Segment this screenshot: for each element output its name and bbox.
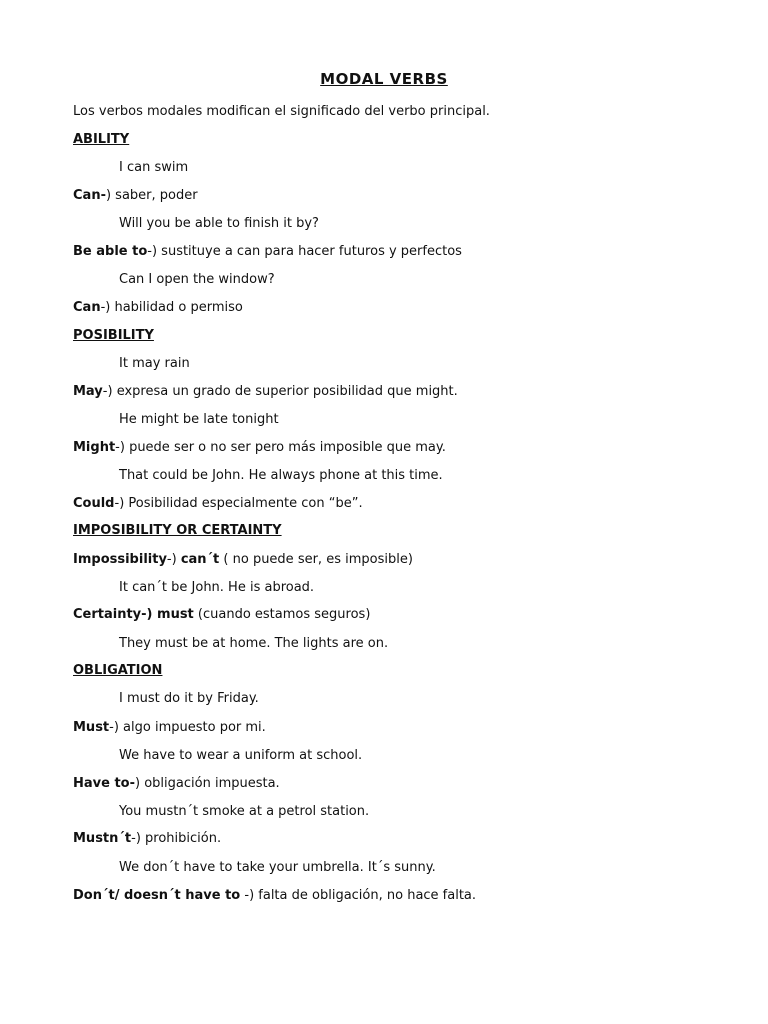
definition-line xyxy=(73,775,280,793)
definition-text: -) prohibición. xyxy=(131,831,222,846)
definition-text: ) saber, poder xyxy=(105,188,198,203)
section-heading-posibility: POSIBILITY xyxy=(73,328,154,343)
definition-line xyxy=(73,187,198,205)
section-heading-impossibility: IMPOSIBILITY OR CERTAINTY xyxy=(73,523,282,538)
definition-term: Don´t/ doesn´t have to xyxy=(73,888,241,903)
definition-term: Could xyxy=(73,496,115,511)
example-line: I can swim xyxy=(119,160,189,175)
example-line: It can´t be John. He is abroad. xyxy=(119,580,315,595)
example-line: Can I open the window? xyxy=(119,272,275,287)
definition-text: (cuando estamos seguros) xyxy=(193,607,371,622)
definition-term: May xyxy=(73,384,103,399)
example-line: You mustn´t smoke at a petrol station. xyxy=(119,804,370,819)
example-line: He might be late tonight xyxy=(119,412,279,427)
definition-term: Be able to xyxy=(73,244,148,259)
definition-term: Impossibility xyxy=(73,552,167,567)
definition-text: ) obligación impuesta. xyxy=(135,776,280,791)
definition-line xyxy=(73,719,266,737)
definition-text: -) algo impuesto por mi. xyxy=(109,720,266,735)
example-line: I must do it by Friday. xyxy=(119,691,259,706)
definition-text: -) xyxy=(166,552,181,567)
definition-text: -) habilidad o permiso xyxy=(100,300,243,315)
definition-line xyxy=(73,243,462,261)
definition-term: Can- xyxy=(73,188,106,203)
definition-line xyxy=(73,551,413,569)
example-line: It may rain xyxy=(119,356,190,371)
page-title: MODAL VERBS xyxy=(320,70,448,88)
definition-term: Have to- xyxy=(73,776,136,791)
definition-text: -) sustituye a can para hacer futuros y perfectos xyxy=(147,244,462,259)
definition-text: -) Posibilidad especialmente con “be”. xyxy=(114,496,363,511)
definition-line xyxy=(73,383,458,401)
definition-text: -) expresa un grado de superior posibilidad que might. xyxy=(102,384,458,399)
definition-text: ( no puede ser, es imposible) xyxy=(219,552,413,567)
definition-line xyxy=(73,606,370,624)
intro-text: Los verbos modales modifican el significado del verbo principal. xyxy=(73,104,490,119)
example-line: We don´t have to take your umbrella. It´s sunny. xyxy=(119,860,436,875)
example-line: They must be at home. The lights are on. xyxy=(119,636,389,651)
definition-line xyxy=(73,887,476,905)
definition-term: Must xyxy=(73,720,110,735)
definition-term: Mustn´t xyxy=(73,831,132,846)
definition-text: -) puede ser o no ser pero más imposible que may. xyxy=(115,440,446,455)
definition-line xyxy=(73,495,363,513)
section-heading-ability: ABILITY xyxy=(73,132,130,147)
example-line: We have to wear a uniform at school. xyxy=(119,748,363,763)
definition-term: Can xyxy=(73,300,101,315)
definition-term: can´t xyxy=(180,552,220,567)
definition-line xyxy=(73,299,243,317)
definition-line xyxy=(73,830,221,848)
definition-line xyxy=(73,439,446,457)
definition-term: Might xyxy=(73,440,116,455)
example-line: Will you be able to finish it by? xyxy=(119,216,319,231)
definition-term: Certainty-) must xyxy=(73,607,194,622)
definition-text: -) falta de obligación, no hace falta. xyxy=(240,888,477,903)
example-line: That could be John. He always phone at this time. xyxy=(119,468,443,483)
section-heading-obligation: OBLIGATION xyxy=(73,663,163,678)
